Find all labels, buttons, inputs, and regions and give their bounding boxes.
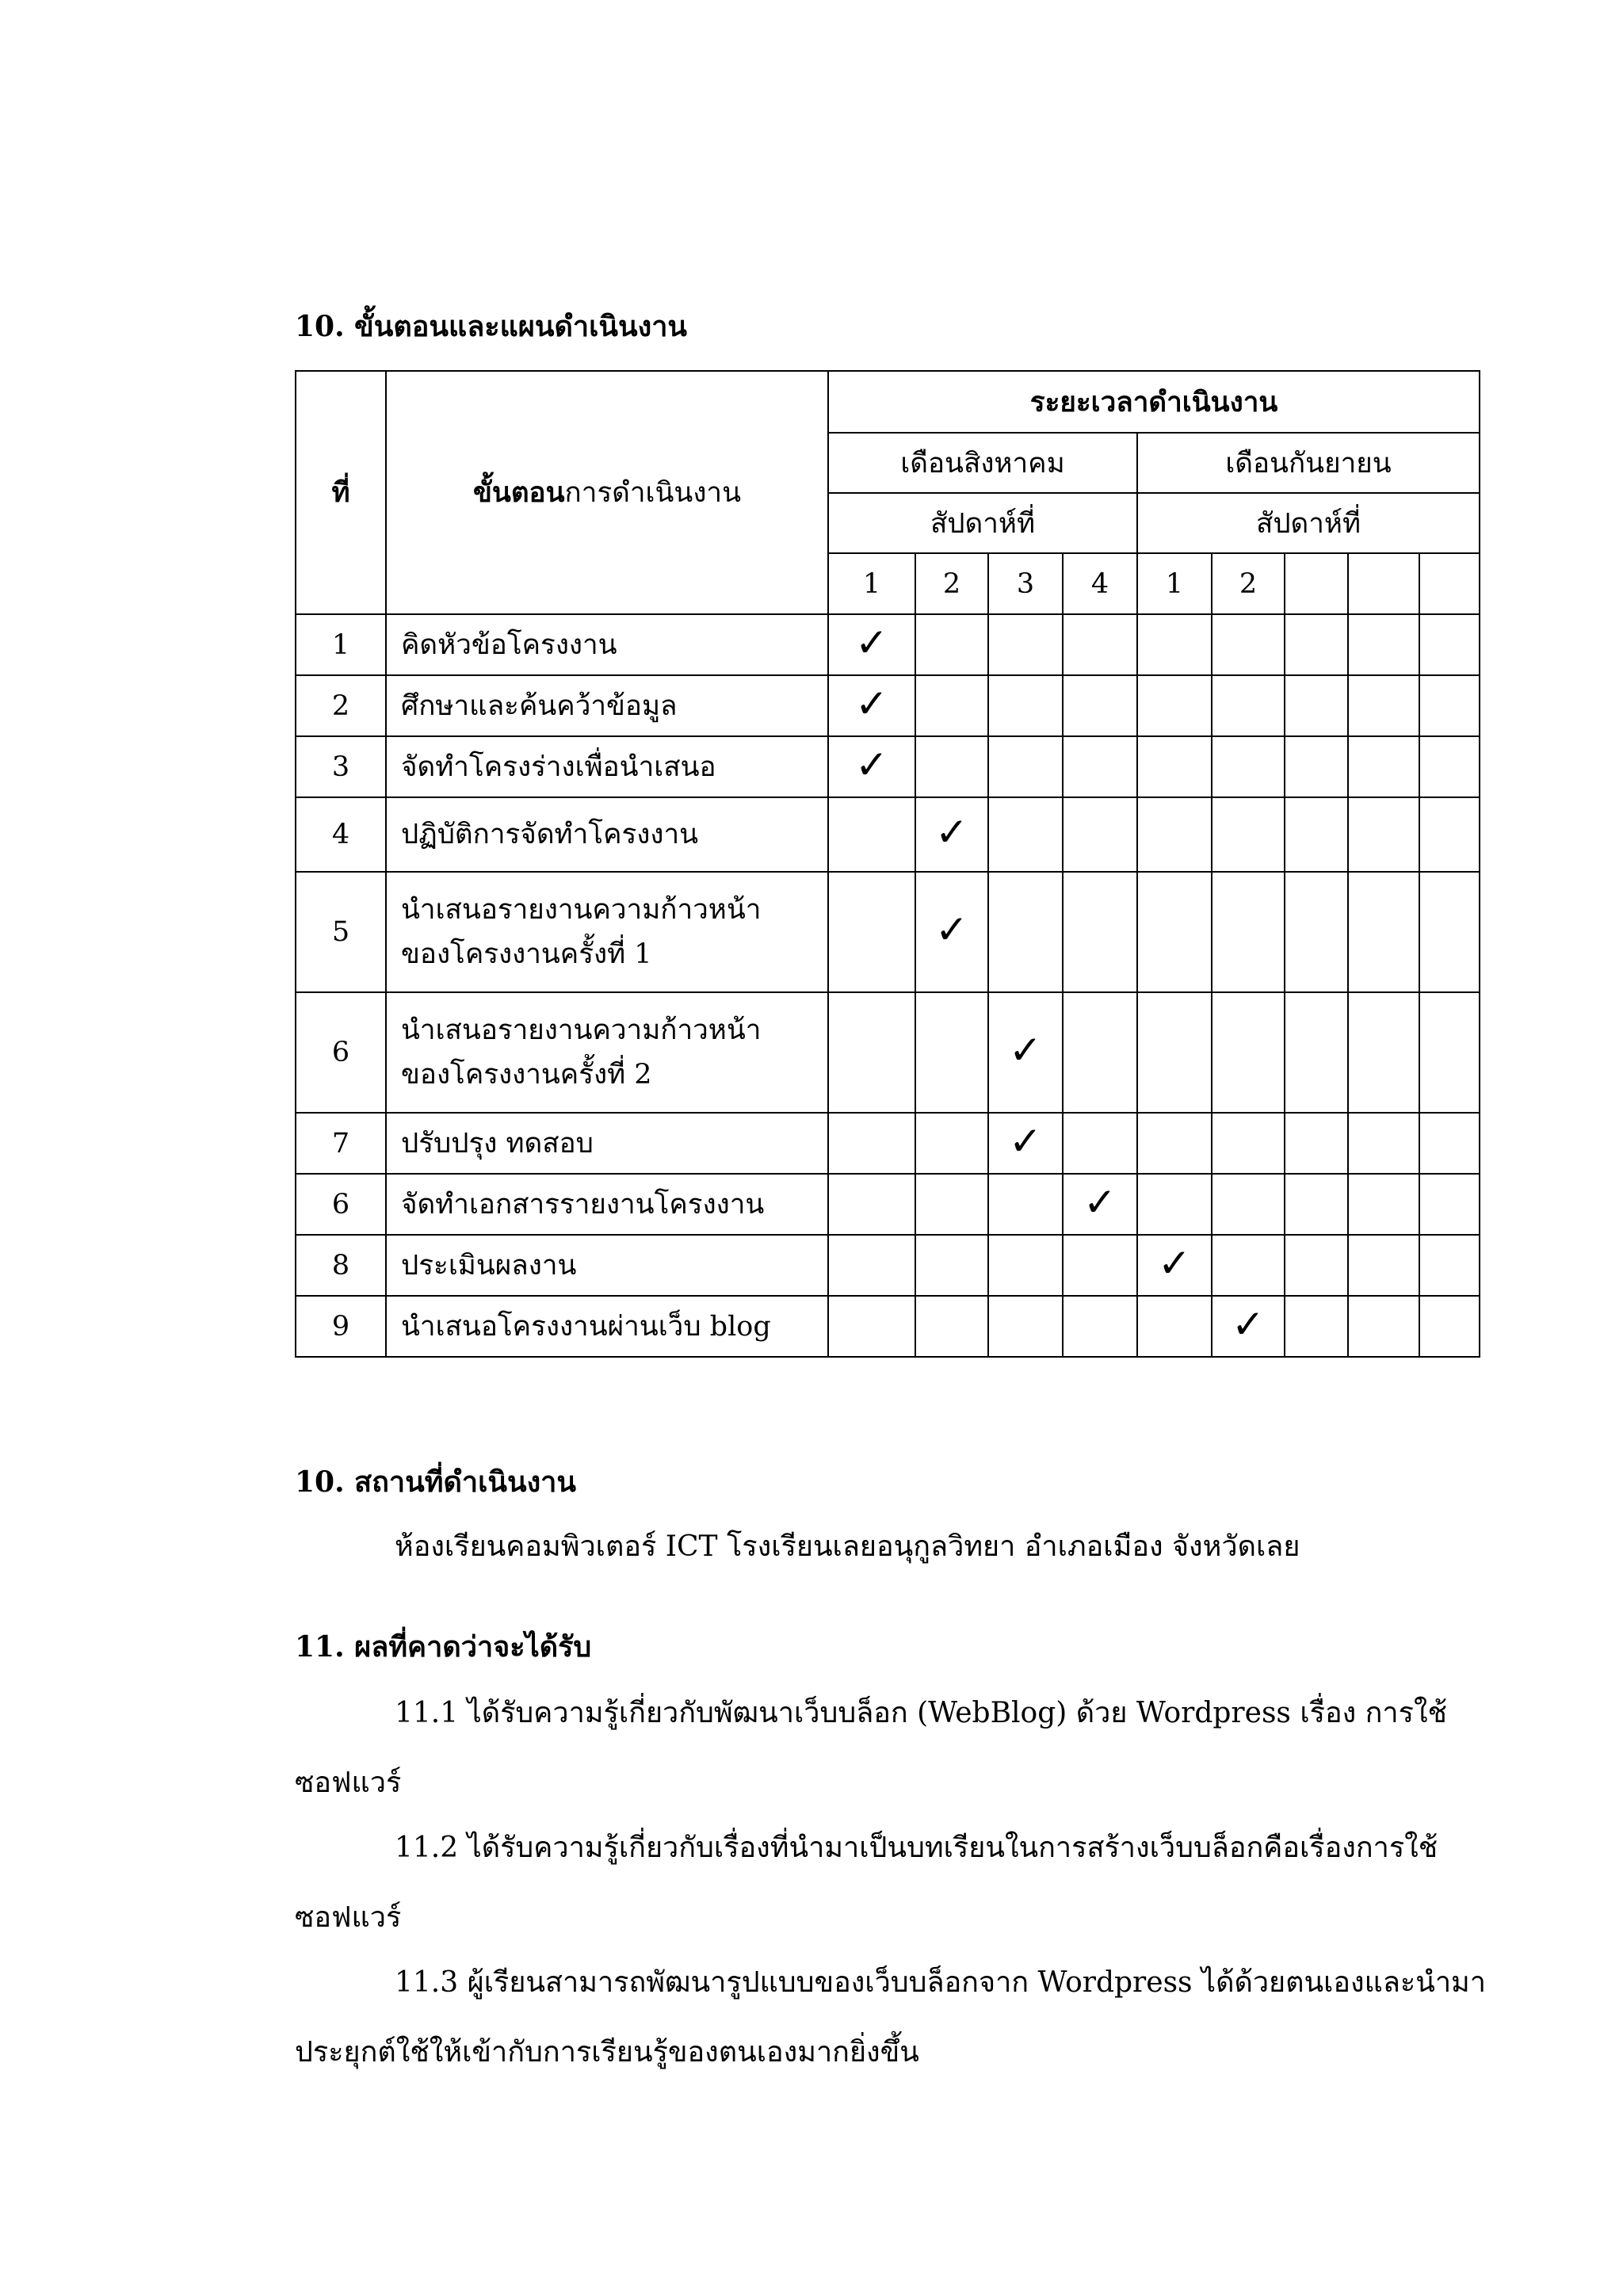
week-cell <box>1137 992 1212 1113</box>
week-cell <box>1212 1296 1285 1357</box>
week-cell <box>1063 1174 1137 1235</box>
table-row <box>296 872 1480 992</box>
step-description <box>386 797 828 872</box>
week-cell <box>1063 675 1137 736</box>
week-cell <box>1137 1296 1212 1357</box>
row-number: 6 <box>296 992 386 1113</box>
week-cell <box>988 1296 1063 1357</box>
step-description <box>386 1235 828 1296</box>
result-item-3-line-2: ประยุกต์ใช้ให้เข้ากับการเรียนรู้ของตนเองมากยิ่งขึ้น <box>295 2036 919 2069</box>
week-cell <box>988 614 1063 675</box>
week-cell <box>915 872 988 992</box>
check-mark-icon: ✓ <box>935 809 968 855</box>
week-cell <box>828 1113 915 1174</box>
week-cell <box>915 675 988 736</box>
week-number <box>1348 553 1419 614</box>
check-mark-icon: ✓ <box>1009 1117 1042 1164</box>
week-cell <box>1212 872 1285 992</box>
week-cell <box>1212 1235 1285 1296</box>
week-number: 3 <box>988 553 1063 614</box>
week-cell <box>1063 1235 1137 1296</box>
row-number: 3 <box>296 736 386 797</box>
week-cell <box>828 872 915 992</box>
step-description <box>386 1174 828 1235</box>
check-mark-icon: ✓ <box>1232 1301 1265 1347</box>
week-cell <box>1285 1235 1348 1296</box>
week-cell <box>1212 675 1285 736</box>
step-line-1: ปฏิบัติการจัดทำโครงงาน <box>401 819 699 850</box>
week-cell <box>1063 1296 1137 1357</box>
week-cell <box>915 1235 988 1296</box>
table-row <box>296 614 1480 675</box>
week-number <box>1419 553 1480 614</box>
week-cell <box>1063 736 1137 797</box>
week-cell <box>1285 736 1348 797</box>
result-item-2-line-2: ซอฟแวร์ <box>295 1901 402 1934</box>
week-cell <box>828 1235 915 1296</box>
table-row <box>296 1174 1480 1235</box>
week-cell <box>1063 1113 1137 1174</box>
week-cell <box>1348 992 1419 1113</box>
week-number: 2 <box>1212 553 1285 614</box>
week-cell <box>1419 992 1480 1113</box>
header-step <box>386 371 828 614</box>
week-cell <box>828 797 915 872</box>
row-number: 9 <box>296 1296 386 1357</box>
week-cell <box>988 992 1063 1113</box>
week-cell <box>1137 614 1212 675</box>
step-line-1: นำเสนอรายงานความก้าวหน้า <box>401 894 762 926</box>
week-cell <box>1285 872 1348 992</box>
week-number: 1 <box>828 553 915 614</box>
week-cell <box>1285 675 1348 736</box>
week-cell <box>1348 614 1419 675</box>
week-cell <box>1348 1174 1419 1235</box>
table-row <box>296 1235 1480 1296</box>
result-item-1-line-1: 11.1 ได้รับความรู้เกี่ยวกับพัฒนาเว็บบล็อก (WebBlog) ด้วย Wordpress เรื่อง การใช้ <box>395 1697 1447 1729</box>
week-cell <box>1137 872 1212 992</box>
row-number: 5 <box>296 872 386 992</box>
week-cell <box>1419 1235 1480 1296</box>
week-cell <box>1137 736 1212 797</box>
step-description <box>386 1296 828 1357</box>
step-description <box>386 675 828 736</box>
week-cell <box>828 992 915 1113</box>
check-mark-icon: ✓ <box>1158 1240 1191 1286</box>
week-cell <box>915 797 988 872</box>
week-cell <box>1212 614 1285 675</box>
week-cell <box>828 614 915 675</box>
week-cell <box>915 1296 988 1357</box>
week-cell <box>1348 736 1419 797</box>
table-row <box>296 675 1480 736</box>
week-cell <box>1063 992 1137 1113</box>
week-cell <box>1348 1113 1419 1174</box>
week-cell <box>828 675 915 736</box>
header-week-label-2: สัปดาห์ที่ <box>1137 493 1480 553</box>
week-cell <box>915 1174 988 1235</box>
step-line-1: จัดทำโครงร่างเพื่อนำเสนอ <box>401 751 716 783</box>
plan-table-body <box>296 614 1480 1357</box>
week-cell <box>1419 614 1480 675</box>
step-line-1: ประเมินผลงาน <box>401 1249 577 1282</box>
step-description <box>386 992 828 1113</box>
week-cell <box>988 1235 1063 1296</box>
week-cell <box>1137 1235 1212 1296</box>
week-cell <box>988 797 1063 872</box>
table-row <box>296 1113 1480 1174</box>
week-cell <box>1285 992 1348 1113</box>
week-cell <box>988 1174 1063 1235</box>
check-mark-icon: ✓ <box>855 619 888 666</box>
result-item-3-line-1: 11.3 ผู้เรียนสามารถพัฒนารูปแบบของเว็บบล็อกจาก Wordpress ได้ด้วยตนเองและนำมา <box>395 1966 1486 1999</box>
table-row <box>296 797 1480 872</box>
week-cell <box>1419 797 1480 872</box>
week-cell <box>1212 797 1285 872</box>
check-mark-icon: ✓ <box>855 680 888 727</box>
step-line-1: นำเสนอรายงานความก้าวหน้า <box>401 1014 762 1046</box>
check-mark-icon: ✓ <box>855 741 888 788</box>
week-cell <box>1137 1174 1212 1235</box>
step-line-1: จัดทำเอกสารรายงานโครงงาน <box>401 1188 765 1221</box>
week-number: 4 <box>1063 553 1137 614</box>
week-cell <box>1419 1174 1480 1235</box>
check-mark-icon: ✓ <box>935 907 968 953</box>
row-number: 2 <box>296 675 386 736</box>
week-cell <box>1419 872 1480 992</box>
week-cell <box>1212 736 1285 797</box>
check-mark-icon: ✓ <box>1083 1179 1117 1225</box>
step-line-2: ของโครงงานครั้งที่ 1 <box>401 938 652 970</box>
week-cell <box>1419 1113 1480 1174</box>
week-cell <box>1419 1296 1480 1357</box>
location-heading: 10. สถานที่ดำเนินงาน <box>295 1465 577 1499</box>
table-row <box>296 992 1480 1113</box>
week-cell <box>915 614 988 675</box>
row-number: 7 <box>296 1113 386 1174</box>
step-description <box>386 736 828 797</box>
header-period: ระยะเวลาดำเนินงาน <box>828 371 1480 433</box>
week-cell <box>988 872 1063 992</box>
check-mark-icon: ✓ <box>1009 1027 1042 1073</box>
step-line-1: คิดหัวข้อโครงงาน <box>401 628 617 661</box>
week-cell <box>1348 1235 1419 1296</box>
week-cell <box>1348 797 1419 872</box>
step-line-1: ศึกษาและค้นคว้าข้อมูล <box>401 690 678 722</box>
results-heading: 11. ผลที่คาดว่าจะได้รับ <box>295 1630 592 1664</box>
week-cell <box>1348 872 1419 992</box>
plan-heading: 10. ขั้นตอนและแผนดำเนินงาน <box>295 310 688 343</box>
week-cell <box>1285 614 1348 675</box>
result-item-2-line-1: 11.2 ได้รับความรู้เกี่ยวกับเรื่องที่นำมาเป็นบทเรียนในการสร้างเว็บบล็อกคือเรื่องการใช้ <box>395 1832 1438 1864</box>
header-week-label-1: สัปดาห์ที่ <box>828 493 1137 553</box>
week-cell <box>1285 1296 1348 1357</box>
week-cell <box>1137 797 1212 872</box>
header-no: ที่ <box>296 371 386 614</box>
week-cell <box>1063 872 1137 992</box>
week-cell <box>1212 992 1285 1113</box>
week-cell <box>915 992 988 1113</box>
row-number: 6 <box>296 1174 386 1235</box>
step-description <box>386 1113 828 1174</box>
week-cell <box>915 736 988 797</box>
row-number: 4 <box>296 797 386 872</box>
week-cell <box>988 736 1063 797</box>
header-step-bold: ขั้นตอน <box>472 476 565 509</box>
week-cell <box>1212 1174 1285 1235</box>
week-cell <box>1419 736 1480 797</box>
week-cell <box>1212 1113 1285 1174</box>
week-cell <box>1348 1296 1419 1357</box>
week-number: 2 <box>915 553 988 614</box>
week-cell <box>1285 1113 1348 1174</box>
week-cell <box>1137 675 1212 736</box>
row-number: 8 <box>296 1235 386 1296</box>
week-cell <box>828 1296 915 1357</box>
week-cell <box>1348 675 1419 736</box>
header-step-normal: การดำเนินงาน <box>564 477 742 509</box>
location-text: ห้องเรียนคอมพิวเตอร์ ICT โรงเรียนเลยอนุกูลวิทยา อำเภอเมือง จังหวัดเลย <box>395 1530 1300 1563</box>
plan-table <box>295 370 1480 1358</box>
week-cell <box>1137 1113 1212 1174</box>
step-line-2: ของโครงงานครั้งที่ 2 <box>401 1059 652 1091</box>
step-description <box>386 872 828 992</box>
week-cell <box>988 675 1063 736</box>
step-line-1: นำเสนอโครงงานผ่านเว็บ blog <box>401 1310 771 1343</box>
week-cell <box>1285 1174 1348 1235</box>
table-row <box>296 736 1480 797</box>
week-cell <box>1285 797 1348 872</box>
step-line-1: ปรับปรุง ทดสอบ <box>401 1127 594 1159</box>
week-number <box>1285 553 1348 614</box>
week-cell <box>988 1113 1063 1174</box>
week-cell <box>828 736 915 797</box>
step-description <box>386 614 828 675</box>
table-row <box>296 1296 1480 1357</box>
result-item-1-line-2: ซอฟแวร์ <box>295 1767 402 1799</box>
week-cell <box>828 1174 915 1235</box>
row-number: 1 <box>296 614 386 675</box>
week-cell <box>915 1113 988 1174</box>
week-cell <box>1063 797 1137 872</box>
header-month-august: เดือนสิงหาคม <box>828 433 1137 493</box>
week-cell <box>1419 675 1480 736</box>
week-number: 1 <box>1137 553 1212 614</box>
header-month-september: เดือนกันยายน <box>1137 433 1480 493</box>
week-cell <box>1063 614 1137 675</box>
